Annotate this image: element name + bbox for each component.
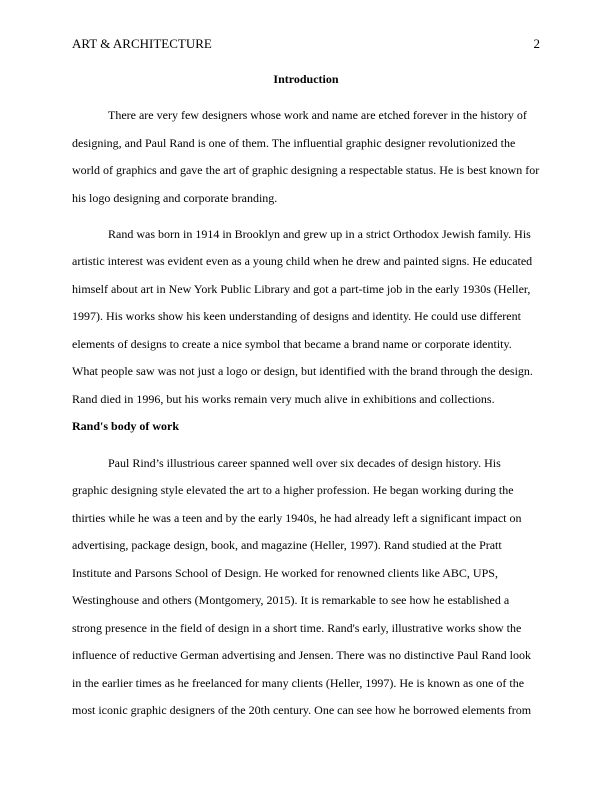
paragraph-line: Westinghouse and others (Montgomery, 2015). It is remarkable to see how he established a xyxy=(72,593,510,607)
paragraph-line: in the earlier times as he freelanced for many clients (Heller, 1997). He is known as one of the xyxy=(72,676,525,690)
running-header: ART & ARCHITECTURE xyxy=(72,36,212,51)
paragraph-line: influence of reductive German advertising and Jensen. There was no distinctive Paul Rand look xyxy=(72,648,531,662)
paragraph-line: There are very few designers whose work and name are etched forever in the history of xyxy=(108,108,527,122)
paragraph-line: advertising, package design, book, and magazine (Heller, 1997). Rand studied at the Pratt xyxy=(72,538,502,552)
paragraph-line: Rand was born in 1914 in Brooklyn and grew up in a strict Orthodox Jewish family. His xyxy=(108,227,531,241)
paragraph-line: 1997). His works show his keen understanding of designs and identity. He could use different xyxy=(72,309,521,323)
paragraph-line: What people saw was not just a logo or design, but identified with the brand through the design. xyxy=(72,364,533,378)
paragraph-line: thirties while he was a teen and by the early 1940s, he had already left a significant impact on xyxy=(72,511,522,525)
paragraph-line: Institute and Parsons School of Design. He worked for renowned clients like ABC, UPS, xyxy=(72,566,498,580)
paragraph-line: world of graphics and gave the art of graphic designing a respectable status. He is best known for xyxy=(72,163,540,177)
paragraph-line: Rand died in 1996, but his works remain very much alive in exhibitions and collections. xyxy=(72,392,495,406)
page-number: 2 xyxy=(533,36,540,51)
paragraph-line: elements of designs to create a nice symbol that became a brand name or corporate identity. xyxy=(72,337,512,351)
body-of-work-heading: Rand's body of work xyxy=(72,419,180,433)
paragraph-line: most iconic graphic designers of the 20th century. One can see how he borrowed elements from xyxy=(72,703,532,717)
paragraph-line: himself about art in New York Public Library and got a part-time job in the early 1930s (Heller, xyxy=(72,282,531,296)
introduction-heading: Introduction xyxy=(273,72,339,86)
paragraph-line: graphic designing style elevated the art to a higher profession. He began working during the xyxy=(72,483,514,497)
paragraph-line: artistic interest was evident even as a young child when he drew and painted signs. He educated xyxy=(72,254,533,268)
paragraph-line: designing, and Paul Rand is one of them. The influential graphic designer revolutionized the xyxy=(72,136,516,150)
paragraph-line: strong presence in the field of design in a short time. Rand's early, illustrative works show the xyxy=(72,621,522,635)
paragraph-line: his logo designing and corporate branding. xyxy=(72,191,278,205)
paragraph-line: Paul Rind’s illustrious career spanned well over six decades of design history. His xyxy=(108,456,501,470)
